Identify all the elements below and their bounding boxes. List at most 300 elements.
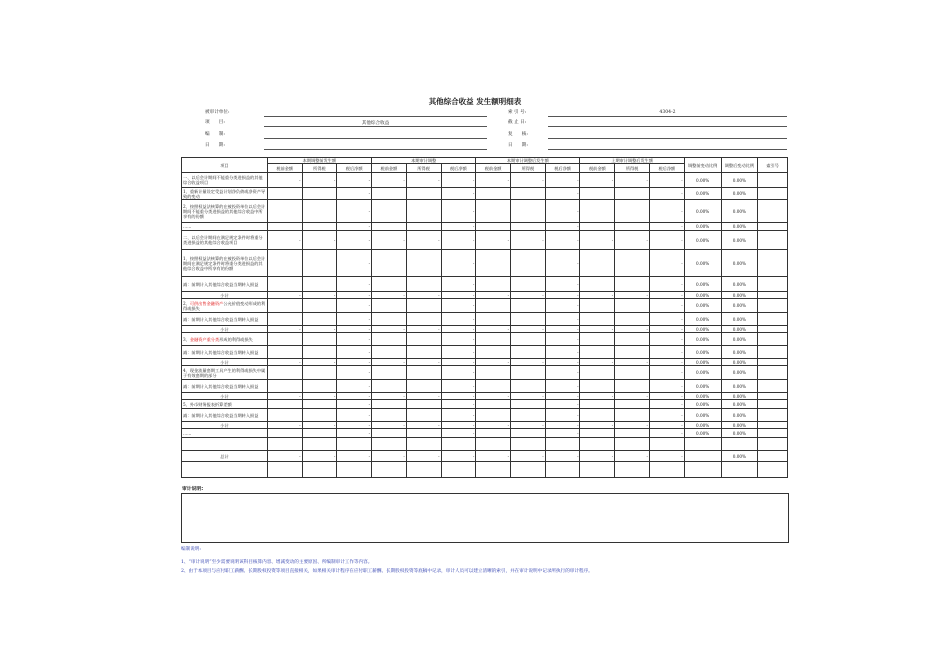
- amount-cell[interactable]: [510, 313, 545, 326]
- amount-cell[interactable]: -: [267, 422, 302, 429]
- amount-cell[interactable]: [476, 223, 511, 231]
- amount-cell[interactable]: -: [545, 346, 580, 359]
- amount-cell[interactable]: -: [545, 277, 580, 292]
- amount-cell[interactable]: -: [337, 409, 372, 422]
- amount-cell[interactable]: -: [545, 393, 580, 400]
- amount-cell[interactable]: -: [267, 326, 302, 333]
- amount-cell[interactable]: -: [510, 359, 545, 366]
- index-cell[interactable]: [758, 313, 788, 326]
- amount-cell[interactable]: [267, 462, 302, 478]
- amount-cell[interactable]: [302, 223, 337, 231]
- index-cell[interactable]: [758, 326, 788, 333]
- amount-cell[interactable]: -: [476, 173, 511, 188]
- amount-cell[interactable]: [267, 429, 302, 438]
- amount-cell[interactable]: [267, 366, 302, 380]
- amount-cell[interactable]: [302, 438, 337, 451]
- amount-cell[interactable]: -: [441, 366, 476, 380]
- amount-cell[interactable]: -: [649, 173, 684, 188]
- amount-cell[interactable]: -: [545, 409, 580, 422]
- amount-cell[interactable]: [615, 462, 650, 478]
- amount-cell[interactable]: -: [510, 451, 545, 462]
- amount-cell[interactable]: -: [545, 380, 580, 393]
- amount-cell[interactable]: -: [302, 393, 337, 400]
- amount-cell[interactable]: [406, 223, 441, 231]
- amount-cell[interactable]: -: [267, 451, 302, 462]
- amount-cell[interactable]: [302, 366, 337, 380]
- amount-cell[interactable]: -: [337, 366, 372, 380]
- amount-cell[interactable]: -: [545, 313, 580, 326]
- amount-cell[interactable]: [267, 333, 302, 346]
- amount-cell[interactable]: -: [441, 223, 476, 231]
- index-cell[interactable]: [758, 200, 788, 223]
- amount-cell[interactable]: -: [545, 250, 580, 277]
- amount-cell[interactable]: [510, 462, 545, 478]
- amount-cell[interactable]: [372, 188, 407, 200]
- amount-cell[interactable]: [510, 346, 545, 359]
- amount-cell[interactable]: -: [580, 359, 615, 366]
- amount-cell[interactable]: [372, 400, 407, 409]
- amount-cell[interactable]: -: [476, 292, 511, 299]
- amount-cell[interactable]: -: [441, 380, 476, 393]
- amount-cell[interactable]: [510, 366, 545, 380]
- amount-cell[interactable]: -: [580, 292, 615, 299]
- amount-cell[interactable]: -: [267, 359, 302, 366]
- amount-cell[interactable]: [476, 366, 511, 380]
- amount-cell[interactable]: -: [337, 173, 372, 188]
- amount-cell[interactable]: [267, 346, 302, 359]
- amount-cell[interactable]: -: [649, 451, 684, 462]
- amount-cell[interactable]: [302, 299, 337, 313]
- amount-cell[interactable]: [510, 200, 545, 223]
- amount-cell[interactable]: [510, 223, 545, 231]
- index-cell[interactable]: [758, 250, 788, 277]
- amount-cell[interactable]: -: [337, 200, 372, 223]
- amount-cell[interactable]: [476, 380, 511, 393]
- amount-cell[interactable]: -: [441, 173, 476, 188]
- amount-cell[interactable]: -: [441, 400, 476, 409]
- amount-cell[interactable]: [406, 400, 441, 409]
- amount-cell[interactable]: [510, 409, 545, 422]
- amount-cell[interactable]: [302, 380, 337, 393]
- amount-cell[interactable]: [302, 250, 337, 277]
- amount-cell[interactable]: -: [441, 326, 476, 333]
- amount-cell[interactable]: -: [267, 173, 302, 188]
- amount-cell[interactable]: -: [476, 422, 511, 429]
- amount-cell[interactable]: [476, 200, 511, 223]
- amount-cell[interactable]: -: [545, 231, 580, 250]
- index-cell[interactable]: [758, 346, 788, 359]
- amount-cell[interactable]: -: [649, 299, 684, 313]
- amount-cell[interactable]: [615, 277, 650, 292]
- amount-cell[interactable]: [372, 409, 407, 422]
- amount-cell[interactable]: -: [302, 292, 337, 299]
- amount-cell[interactable]: -: [337, 393, 372, 400]
- amount-cell[interactable]: -: [441, 188, 476, 200]
- amount-cell[interactable]: [267, 188, 302, 200]
- amount-cell[interactable]: -: [406, 422, 441, 429]
- amount-cell[interactable]: -: [406, 231, 441, 250]
- amount-cell[interactable]: -: [406, 292, 441, 299]
- amount-cell[interactable]: -: [337, 400, 372, 409]
- amount-cell[interactable]: -: [510, 231, 545, 250]
- amount-cell[interactable]: [510, 380, 545, 393]
- amount-cell[interactable]: -: [372, 359, 407, 366]
- amount-cell[interactable]: [406, 299, 441, 313]
- amount-cell[interactable]: [406, 333, 441, 346]
- index-cell[interactable]: [758, 231, 788, 250]
- amount-cell[interactable]: -: [649, 223, 684, 231]
- amount-cell[interactable]: [476, 188, 511, 200]
- amount-cell[interactable]: [580, 409, 615, 422]
- amount-cell[interactable]: [510, 429, 545, 438]
- amount-cell[interactable]: [406, 200, 441, 223]
- index-cell[interactable]: [758, 438, 788, 451]
- amount-cell[interactable]: -: [476, 359, 511, 366]
- index-cell[interactable]: [758, 380, 788, 393]
- amount-cell[interactable]: [406, 380, 441, 393]
- amount-cell[interactable]: [372, 200, 407, 223]
- amount-cell[interactable]: -: [615, 292, 650, 299]
- amount-cell[interactable]: [580, 188, 615, 200]
- amount-cell[interactable]: -: [337, 277, 372, 292]
- amount-cell[interactable]: [267, 277, 302, 292]
- amount-cell[interactable]: -: [302, 359, 337, 366]
- amount-cell[interactable]: [337, 438, 372, 451]
- amount-cell[interactable]: [372, 346, 407, 359]
- amount-cell[interactable]: [302, 333, 337, 346]
- amount-cell[interactable]: -: [337, 313, 372, 326]
- amount-cell[interactable]: -: [372, 393, 407, 400]
- amount-cell[interactable]: [510, 333, 545, 346]
- amount-cell[interactable]: -: [615, 326, 650, 333]
- amount-cell[interactable]: [615, 299, 650, 313]
- amount-cell[interactable]: [510, 188, 545, 200]
- amount-cell[interactable]: [649, 462, 684, 478]
- amount-cell[interactable]: -: [615, 231, 650, 250]
- amount-cell[interactable]: -: [649, 409, 684, 422]
- amount-cell[interactable]: -: [372, 173, 407, 188]
- amount-cell[interactable]: -: [372, 326, 407, 333]
- amount-cell[interactable]: -: [615, 359, 650, 366]
- amount-cell[interactable]: -: [372, 422, 407, 429]
- amount-cell[interactable]: [615, 429, 650, 438]
- amount-cell[interactable]: -: [267, 393, 302, 400]
- amount-cell[interactable]: [302, 409, 337, 422]
- amount-cell[interactable]: -: [580, 173, 615, 188]
- amount-cell[interactable]: -: [510, 173, 545, 188]
- amount-cell[interactable]: [476, 429, 511, 438]
- amount-cell[interactable]: -: [337, 346, 372, 359]
- amount-cell[interactable]: [580, 313, 615, 326]
- amount-cell[interactable]: [302, 313, 337, 326]
- amount-cell[interactable]: -: [267, 292, 302, 299]
- amount-cell[interactable]: [372, 462, 407, 478]
- amount-cell[interactable]: -: [649, 333, 684, 346]
- amount-cell[interactable]: [406, 188, 441, 200]
- amount-cell[interactable]: -: [441, 250, 476, 277]
- amount-cell[interactable]: [545, 462, 580, 478]
- index-cell[interactable]: [758, 393, 788, 400]
- amount-cell[interactable]: -: [649, 292, 684, 299]
- amount-cell[interactable]: [267, 313, 302, 326]
- amount-cell[interactable]: [406, 438, 441, 451]
- amount-cell[interactable]: -: [302, 326, 337, 333]
- amount-cell[interactable]: [302, 200, 337, 223]
- amount-cell[interactable]: -: [337, 359, 372, 366]
- amount-cell[interactable]: -: [337, 380, 372, 393]
- amount-cell[interactable]: -: [580, 326, 615, 333]
- amount-cell[interactable]: [615, 223, 650, 231]
- amount-cell[interactable]: [372, 299, 407, 313]
- index-cell[interactable]: [758, 292, 788, 299]
- amount-cell[interactable]: -: [545, 173, 580, 188]
- amount-cell[interactable]: [476, 277, 511, 292]
- amount-cell[interactable]: -: [337, 223, 372, 231]
- amount-cell[interactable]: [476, 409, 511, 422]
- amount-cell[interactable]: [267, 409, 302, 422]
- amount-cell[interactable]: [406, 277, 441, 292]
- amount-cell[interactable]: [580, 366, 615, 380]
- amount-cell[interactable]: -: [649, 359, 684, 366]
- amount-cell[interactable]: -: [510, 292, 545, 299]
- amount-cell[interactable]: [267, 299, 302, 313]
- amount-cell[interactable]: [372, 366, 407, 380]
- amount-cell[interactable]: -: [302, 451, 337, 462]
- amount-cell[interactable]: -: [649, 231, 684, 250]
- amount-cell[interactable]: -: [337, 188, 372, 200]
- amount-cell[interactable]: -: [302, 422, 337, 429]
- header-left-value[interactable]: 其他综合收益: [361, 121, 390, 126]
- amount-cell[interactable]: [406, 366, 441, 380]
- amount-cell[interactable]: [302, 277, 337, 292]
- amount-cell[interactable]: -: [510, 393, 545, 400]
- amount-cell[interactable]: [615, 400, 650, 409]
- amount-cell[interactable]: [302, 346, 337, 359]
- amount-cell[interactable]: [510, 400, 545, 409]
- amount-cell[interactable]: -: [441, 200, 476, 223]
- amount-cell[interactable]: -: [441, 333, 476, 346]
- amount-cell[interactable]: [302, 400, 337, 409]
- amount-cell[interactable]: [580, 277, 615, 292]
- amount-cell[interactable]: -: [649, 380, 684, 393]
- amount-cell[interactable]: -: [649, 277, 684, 292]
- amount-cell[interactable]: [406, 429, 441, 438]
- amount-cell[interactable]: [372, 223, 407, 231]
- amount-cell[interactable]: [615, 200, 650, 223]
- amount-cell[interactable]: [372, 250, 407, 277]
- amount-cell[interactable]: -: [649, 313, 684, 326]
- amount-cell[interactable]: [302, 429, 337, 438]
- amount-cell[interactable]: [615, 438, 650, 451]
- amount-cell[interactable]: -: [649, 422, 684, 429]
- amount-cell[interactable]: -: [545, 400, 580, 409]
- amount-cell[interactable]: -: [476, 231, 511, 250]
- amount-cell[interactable]: -: [545, 422, 580, 429]
- amount-cell[interactable]: [580, 200, 615, 223]
- amount-cell[interactable]: -: [580, 393, 615, 400]
- amount-cell[interactable]: -: [615, 173, 650, 188]
- amount-cell[interactable]: -: [545, 223, 580, 231]
- amount-cell[interactable]: -: [545, 333, 580, 346]
- amount-cell[interactable]: [615, 250, 650, 277]
- amount-cell[interactable]: [372, 313, 407, 326]
- header-right-value[interactable]: 4304-2: [659, 110, 676, 115]
- amount-cell[interactable]: [580, 429, 615, 438]
- amount-cell[interactable]: [580, 400, 615, 409]
- amount-cell[interactable]: [580, 299, 615, 313]
- amount-cell[interactable]: -: [649, 393, 684, 400]
- amount-cell[interactable]: -: [302, 173, 337, 188]
- amount-cell[interactable]: -: [267, 231, 302, 250]
- amount-cell[interactable]: [615, 333, 650, 346]
- index-cell[interactable]: [758, 409, 788, 422]
- amount-cell[interactable]: -: [441, 346, 476, 359]
- amount-cell[interactable]: [510, 299, 545, 313]
- amount-cell[interactable]: -: [441, 292, 476, 299]
- amount-cell[interactable]: -: [545, 299, 580, 313]
- index-cell[interactable]: [758, 429, 788, 438]
- amount-cell[interactable]: [510, 250, 545, 277]
- index-cell[interactable]: [758, 359, 788, 366]
- index-cell[interactable]: [758, 277, 788, 292]
- amount-cell[interactable]: -: [545, 200, 580, 223]
- amount-cell[interactable]: [615, 188, 650, 200]
- amount-cell[interactable]: -: [337, 292, 372, 299]
- index-cell[interactable]: [758, 451, 788, 462]
- amount-cell[interactable]: -: [545, 326, 580, 333]
- amount-cell[interactable]: [580, 333, 615, 346]
- amount-cell[interactable]: -: [441, 277, 476, 292]
- amount-cell[interactable]: -: [615, 451, 650, 462]
- amount-cell[interactable]: [267, 380, 302, 393]
- amount-cell[interactable]: -: [406, 451, 441, 462]
- amount-cell[interactable]: -: [476, 326, 511, 333]
- amount-cell[interactable]: -: [649, 326, 684, 333]
- amount-cell[interactable]: -: [545, 366, 580, 380]
- amount-cell[interactable]: -: [337, 250, 372, 277]
- amount-cell[interactable]: [476, 462, 511, 478]
- amount-cell[interactable]: [267, 400, 302, 409]
- amount-cell[interactable]: -: [615, 422, 650, 429]
- amount-cell[interactable]: [510, 438, 545, 451]
- amount-cell[interactable]: [267, 250, 302, 277]
- amount-cell[interactable]: -: [372, 451, 407, 462]
- amount-cell[interactable]: -: [337, 299, 372, 313]
- amount-cell[interactable]: -: [545, 188, 580, 200]
- amount-cell[interactable]: -: [337, 231, 372, 250]
- amount-cell[interactable]: [580, 346, 615, 359]
- index-cell[interactable]: [758, 173, 788, 188]
- amount-cell[interactable]: -: [649, 346, 684, 359]
- amount-cell[interactable]: [476, 250, 511, 277]
- amount-cell[interactable]: -: [476, 451, 511, 462]
- amount-cell[interactable]: [406, 313, 441, 326]
- index-cell[interactable]: [758, 333, 788, 346]
- amount-cell[interactable]: [476, 438, 511, 451]
- amount-cell[interactable]: -: [580, 422, 615, 429]
- amount-cell[interactable]: -: [649, 188, 684, 200]
- amount-cell[interactable]: -: [649, 400, 684, 409]
- amount-cell[interactable]: [406, 462, 441, 478]
- amount-cell[interactable]: -: [545, 451, 580, 462]
- amount-cell[interactable]: [372, 429, 407, 438]
- amount-cell[interactable]: -: [406, 359, 441, 366]
- amount-cell[interactable]: -: [441, 359, 476, 366]
- amount-cell[interactable]: -: [441, 313, 476, 326]
- amount-cell[interactable]: -: [337, 422, 372, 429]
- amount-cell[interactable]: [615, 346, 650, 359]
- amount-cell[interactable]: [267, 223, 302, 231]
- index-cell[interactable]: [758, 299, 788, 313]
- amount-cell[interactable]: [372, 438, 407, 451]
- amount-cell[interactable]: -: [545, 429, 580, 438]
- amount-cell[interactable]: [406, 346, 441, 359]
- index-cell[interactable]: [758, 188, 788, 200]
- amount-cell[interactable]: -: [476, 393, 511, 400]
- amount-cell[interactable]: [476, 313, 511, 326]
- amount-cell[interactable]: [580, 250, 615, 277]
- amount-cell[interactable]: -: [441, 299, 476, 313]
- amount-cell[interactable]: [580, 223, 615, 231]
- amount-cell[interactable]: -: [337, 326, 372, 333]
- amount-cell[interactable]: -: [441, 231, 476, 250]
- amount-cell[interactable]: -: [580, 451, 615, 462]
- amount-cell[interactable]: -: [441, 409, 476, 422]
- amount-cell[interactable]: [545, 438, 580, 451]
- amount-cell[interactable]: [580, 438, 615, 451]
- amount-cell[interactable]: [476, 333, 511, 346]
- index-cell[interactable]: [758, 422, 788, 429]
- amount-cell[interactable]: [476, 346, 511, 359]
- amount-cell[interactable]: [337, 462, 372, 478]
- index-cell[interactable]: [758, 223, 788, 231]
- amount-cell[interactable]: -: [580, 231, 615, 250]
- amount-cell[interactable]: [267, 438, 302, 451]
- amount-cell[interactable]: [441, 462, 476, 478]
- amount-cell[interactable]: -: [441, 393, 476, 400]
- amount-cell[interactable]: [510, 277, 545, 292]
- amount-cell[interactable]: [476, 400, 511, 409]
- amount-cell[interactable]: [615, 313, 650, 326]
- amount-cell[interactable]: -: [649, 366, 684, 380]
- amount-cell[interactable]: -: [615, 393, 650, 400]
- amount-cell[interactable]: -: [649, 250, 684, 277]
- amount-cell[interactable]: [302, 188, 337, 200]
- amount-cell[interactable]: [615, 409, 650, 422]
- amount-cell[interactable]: [615, 366, 650, 380]
- audit-note-box[interactable]: [181, 493, 789, 543]
- amount-cell[interactable]: -: [441, 422, 476, 429]
- amount-cell[interactable]: [302, 462, 337, 478]
- amount-cell[interactable]: -: [372, 292, 407, 299]
- amount-cell[interactable]: -: [649, 200, 684, 223]
- amount-cell[interactable]: [441, 438, 476, 451]
- amount-cell[interactable]: -: [545, 292, 580, 299]
- amount-cell[interactable]: -: [441, 451, 476, 462]
- amount-cell[interactable]: [406, 250, 441, 277]
- amount-cell[interactable]: -: [302, 231, 337, 250]
- amount-cell[interactable]: -: [649, 429, 684, 438]
- index-cell[interactable]: [758, 366, 788, 380]
- amount-cell[interactable]: [649, 438, 684, 451]
- amount-cell[interactable]: [476, 299, 511, 313]
- amount-cell[interactable]: -: [337, 333, 372, 346]
- index-cell[interactable]: [758, 462, 788, 478]
- index-cell[interactable]: [758, 400, 788, 409]
- amount-cell[interactable]: -: [337, 451, 372, 462]
- amount-cell[interactable]: [406, 409, 441, 422]
- amount-cell[interactable]: [615, 380, 650, 393]
